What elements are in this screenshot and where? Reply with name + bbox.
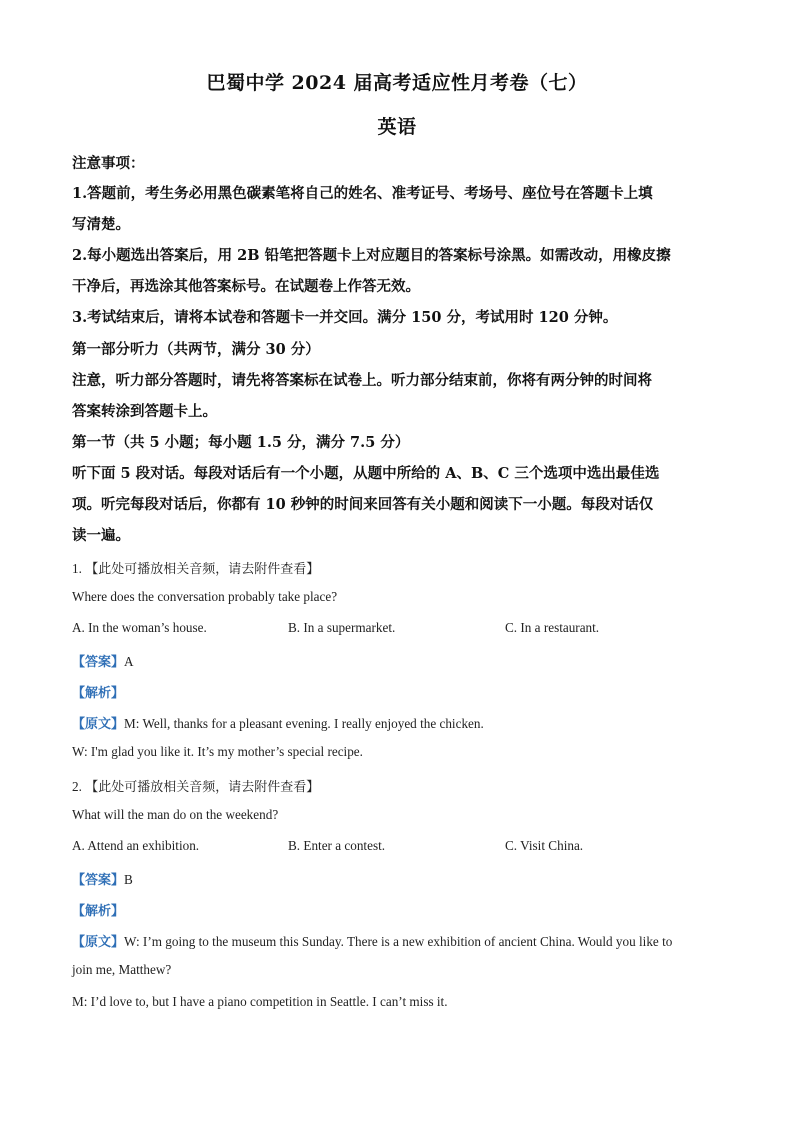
- analysis-label: 【解析】: [72, 686, 125, 701]
- section1-instructions-cont: 项。听完每段对话后，你都有 10 秒钟的时间来回答有关小题和阅读下一小题。每段对话仅: [72, 496, 654, 513]
- question-1-option-b: B. In a supermarket.: [288, 620, 396, 635]
- original-text: M: Well, thanks for a pleasant evening. I really enjoyed the chicken.: [124, 716, 484, 731]
- section1-heading: 第一节（共 5 小题；每小题 1.5 分，满分 7.5 分）: [72, 434, 410, 451]
- section1-instructions-end: 读一遍。: [72, 527, 130, 544]
- answer-label: 【答案】: [72, 655, 125, 670]
- answer-value: A: [124, 654, 134, 669]
- question-1-audio-line: [72, 558, 732, 577]
- question-1-stem: Where does the conversation probably take place?: [72, 589, 338, 604]
- exam-title: 巴蜀中学 2024 届高考适应性月考卷（七）: [206, 72, 588, 94]
- question-2-original-cont: join me, Matthew?: [72, 962, 172, 977]
- question-1-answer: [72, 651, 732, 670]
- audio-link[interactable]: 【此处可播放相关音频，请去附件查看】: [85, 562, 320, 577]
- notice-item-2-cont: 干净后，再选涂其他答案标号。在试题卷上作答无效。: [72, 278, 420, 295]
- notice-item-2: 2.每小题选出答案后，用 2B 铅笔把答题卡上对应题目的答案标号涂黑。如需改动，用橡皮擦: [72, 247, 671, 264]
- notice-item-1-cont: 写清楚。: [72, 216, 130, 233]
- question-2-original-reply: M: I’d love to, but I have a piano competition in Seattle. I can’t miss it.: [72, 994, 448, 1009]
- question-1-original: [72, 713, 732, 732]
- answer-value: B: [124, 872, 133, 887]
- question-1-option-a: A. In the woman’s house.: [72, 620, 207, 635]
- question-number: 1.: [72, 561, 82, 576]
- question-2-option-b: B. Enter a contest.: [288, 838, 386, 853]
- question-2-audio-line: [72, 776, 732, 795]
- notice-item-1: 1.答题前，考生务必用黑色碳素笔将自己的姓名、准考证号、考场号、座位号在答题卡上填: [72, 185, 653, 202]
- question-1-analysis: [72, 682, 732, 701]
- notice-heading: 注意事项：: [72, 155, 145, 172]
- original-label: 【原文】: [72, 935, 125, 950]
- part1-heading: 第一部分听力（共两节，满分 30 分）: [72, 341, 320, 358]
- answer-label: 【答案】: [72, 873, 125, 888]
- audio-link[interactable]: 【此处可播放相关音频，请去附件查看】: [85, 780, 320, 795]
- part1-note: 注意，听力部分答题时，请先将答案标在试卷上。听力部分结束前，你将有两分钟的时间将: [72, 372, 652, 389]
- notice-item-3: 3.考试结束后，请将本试卷和答题卡一并交回。满分 150 分，考试用时 120 分钟。: [72, 309, 618, 326]
- question-2-stem: What will the man do on the weekend?: [72, 807, 279, 822]
- question-2-option-a: A. Attend an exhibition.: [72, 838, 200, 853]
- section1-instructions: 听下面 5 段对话。每段对话后有一个小题，从题中所给的 A、B、C 三个选项中选出最佳选: [72, 465, 660, 482]
- question-2-answer: [72, 869, 732, 888]
- analysis-label: 【解析】: [72, 904, 125, 919]
- question-1-original-cont: W: I'm glad you like it. It’s my mother’s special recipe.: [72, 744, 363, 759]
- exam-subject: 英语: [377, 116, 417, 138]
- question-number: 2.: [72, 779, 82, 794]
- question-1-option-c: C. In a restaurant.: [505, 620, 600, 635]
- question-2-analysis: [72, 900, 732, 919]
- part1-note-cont: 答案转涂到答题卡上。: [72, 403, 217, 420]
- question-2-option-c: C. Visit China.: [505, 838, 584, 853]
- original-text: W: I’m going to the museum this Sunday. There is a new exhibition of ancient China. Would you like to: [124, 934, 673, 949]
- original-label: 【原文】: [72, 717, 125, 732]
- question-2-original: [72, 931, 732, 950]
